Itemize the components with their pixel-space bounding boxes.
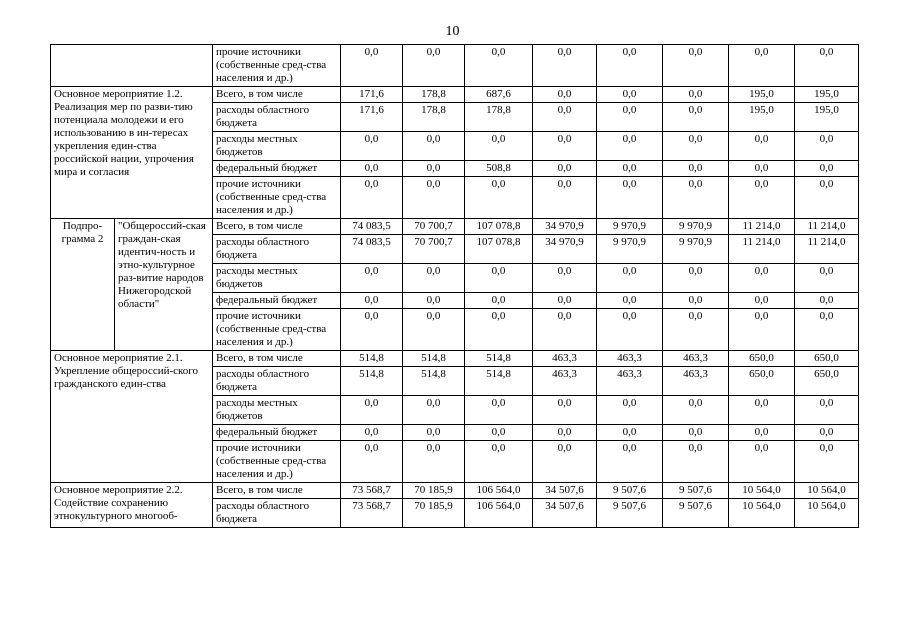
amount-cell: 0,0 — [663, 177, 729, 219]
amount-cell: 9 970,9 — [663, 219, 729, 235]
amount-cell: 463,3 — [533, 367, 597, 396]
amount-cell: 195,0 — [795, 103, 859, 132]
amount-cell: 0,0 — [533, 425, 597, 441]
table-row — [51, 45, 859, 87]
amount-cell: 9 507,6 — [597, 483, 663, 499]
funding-source-cell: расходы местных бюджетов — [213, 132, 341, 161]
amount-cell: 0,0 — [403, 45, 465, 87]
amount-cell: 0,0 — [729, 45, 795, 87]
amount-cell: 0,0 — [403, 441, 465, 483]
amount-cell: 9 970,9 — [663, 235, 729, 264]
amount-cell: 0,0 — [729, 132, 795, 161]
amount-cell: 0,0 — [795, 132, 859, 161]
amount-cell: 0,0 — [597, 264, 663, 293]
amount-cell: 0,0 — [597, 103, 663, 132]
amount-cell: 34 970,9 — [533, 219, 597, 235]
table-row — [51, 87, 859, 103]
funding-source-cell: расходы областного бюджета — [213, 235, 341, 264]
amount-cell: 0,0 — [597, 45, 663, 87]
amount-cell: 514,8 — [341, 367, 403, 396]
amount-cell: 463,3 — [663, 351, 729, 367]
amount-cell: 0,0 — [795, 425, 859, 441]
amount-cell: 0,0 — [729, 293, 795, 309]
amount-cell: 0,0 — [533, 441, 597, 483]
amount-cell: 0,0 — [597, 161, 663, 177]
amount-cell: 0,0 — [533, 45, 597, 87]
measure-name-cell: Основное мероприятие 1.2. Реализация мер по разви-тию потенциала молодежи и его использованию в ин-тересах укрепления един-ства российской нации, упрочения мира и согласия — [51, 87, 213, 219]
amount-cell: 0,0 — [341, 45, 403, 87]
amount-cell: 650,0 — [795, 351, 859, 367]
amount-cell: 0,0 — [663, 87, 729, 103]
amount-cell: 0,0 — [663, 425, 729, 441]
funding-source-cell: федеральный бюджет — [213, 161, 341, 177]
funding-source-cell: расходы местных бюджетов — [213, 264, 341, 293]
amount-cell: 34 507,6 — [533, 483, 597, 499]
amount-cell: 0,0 — [729, 309, 795, 351]
amount-cell: 514,8 — [403, 367, 465, 396]
amount-cell: 463,3 — [663, 367, 729, 396]
budget-table — [50, 44, 859, 528]
amount-cell: 0,0 — [465, 45, 533, 87]
funding-source-cell: расходы областного бюджета — [213, 499, 341, 528]
amount-cell: 73 568,7 — [341, 499, 403, 528]
amount-cell: 0,0 — [403, 293, 465, 309]
amount-cell: 11 214,0 — [795, 219, 859, 235]
amount-cell: 0,0 — [533, 309, 597, 351]
amount-cell: 70 700,7 — [403, 219, 465, 235]
amount-cell: 178,8 — [403, 103, 465, 132]
amount-cell: 9 507,6 — [597, 499, 663, 528]
amount-cell: 34 970,9 — [533, 235, 597, 264]
funding-source-cell: расходы областного бюджета — [213, 367, 341, 396]
amount-cell: 0,0 — [597, 87, 663, 103]
amount-cell: 514,8 — [341, 351, 403, 367]
amount-cell: 106 564,0 — [465, 499, 533, 528]
amount-cell: 514,8 — [465, 367, 533, 396]
amount-cell: 70 185,9 — [403, 483, 465, 499]
amount-cell: 0,0 — [795, 309, 859, 351]
amount-cell: 0,0 — [465, 177, 533, 219]
amount-cell: 0,0 — [341, 132, 403, 161]
amount-cell: 0,0 — [663, 309, 729, 351]
amount-cell: 0,0 — [533, 177, 597, 219]
amount-cell: 0,0 — [403, 309, 465, 351]
amount-cell: 0,0 — [341, 293, 403, 309]
amount-cell: 74 083,5 — [341, 219, 403, 235]
amount-cell: 0,0 — [403, 177, 465, 219]
amount-cell: 0,0 — [663, 293, 729, 309]
amount-cell: 74 083,5 — [341, 235, 403, 264]
amount-cell: 9 507,6 — [663, 499, 729, 528]
amount-cell: 0,0 — [663, 103, 729, 132]
subprogram-title-cell: "Общероссий-ская граждан-ская идентич-ность и этно-культурное раз-витие народов Нижегородской области" — [115, 219, 213, 351]
amount-cell: 0,0 — [403, 425, 465, 441]
amount-cell: 0,0 — [403, 396, 465, 425]
amount-cell: 0,0 — [533, 132, 597, 161]
amount-cell: 0,0 — [663, 161, 729, 177]
amount-cell: 107 078,8 — [465, 235, 533, 264]
amount-cell: 0,0 — [341, 441, 403, 483]
amount-cell: 0,0 — [533, 161, 597, 177]
funding-source-cell: прочие источники (собственные сред-ства населения и др.) — [213, 177, 341, 219]
amount-cell: 0,0 — [729, 264, 795, 293]
amount-cell: 0,0 — [597, 441, 663, 483]
amount-cell: 0,0 — [341, 264, 403, 293]
funding-source-cell: федеральный бюджет — [213, 293, 341, 309]
amount-cell: 0,0 — [663, 132, 729, 161]
amount-cell: 11 214,0 — [729, 235, 795, 264]
amount-cell: 0,0 — [663, 264, 729, 293]
amount-cell: 463,3 — [597, 367, 663, 396]
amount-cell: 178,8 — [465, 103, 533, 132]
measure-name-cell: Основное мероприятие 2.2. Содействие сохранению этнокультурного многооб- — [51, 483, 213, 528]
amount-cell: 0,0 — [795, 441, 859, 483]
table-row — [51, 219, 859, 235]
amount-cell: 0,0 — [795, 161, 859, 177]
amount-cell: 0,0 — [465, 309, 533, 351]
amount-cell: 107 078,8 — [465, 219, 533, 235]
amount-cell: 0,0 — [597, 309, 663, 351]
amount-cell: 171,6 — [341, 87, 403, 103]
amount-cell: 11 214,0 — [795, 235, 859, 264]
amount-cell: 70 185,9 — [403, 499, 465, 528]
amount-cell: 0,0 — [597, 425, 663, 441]
amount-cell: 171,6 — [341, 103, 403, 132]
funding-source-cell: прочие источники (собственные сред-ства населения и др.) — [213, 45, 341, 87]
funding-source-cell: Всего, в том числе — [213, 219, 341, 235]
amount-cell: 0,0 — [533, 87, 597, 103]
amount-cell: 0,0 — [795, 177, 859, 219]
amount-cell: 0,0 — [533, 396, 597, 425]
amount-cell: 514,8 — [403, 351, 465, 367]
amount-cell: 0,0 — [663, 396, 729, 425]
page-number: 10 — [445, 24, 460, 39]
amount-cell: 0,0 — [663, 45, 729, 87]
amount-cell: 0,0 — [533, 264, 597, 293]
amount-cell: 0,0 — [597, 293, 663, 309]
amount-cell: 0,0 — [597, 132, 663, 161]
amount-cell: 0,0 — [465, 264, 533, 293]
subprogram-code-cell: Подпро-грамма 2 — [51, 219, 115, 351]
amount-cell: 687,6 — [465, 87, 533, 103]
amount-cell: 0,0 — [465, 132, 533, 161]
amount-cell: 0,0 — [795, 264, 859, 293]
measure-name-cell: Основное мероприятие 2.1. Укрепление общероссий-ского гражданского един-ства — [51, 351, 213, 483]
amount-cell: 0,0 — [341, 425, 403, 441]
amount-cell: 195,0 — [729, 103, 795, 132]
funding-source-cell: прочие источники (собственные сред-ства населения и др.) — [213, 441, 341, 483]
amount-cell: 650,0 — [729, 367, 795, 396]
amount-cell: 10 564,0 — [729, 499, 795, 528]
amount-cell: 463,3 — [533, 351, 597, 367]
amount-cell: 0,0 — [729, 425, 795, 441]
amount-cell: 0,0 — [403, 132, 465, 161]
amount-cell: 195,0 — [795, 87, 859, 103]
amount-cell: 650,0 — [795, 367, 859, 396]
amount-cell: 650,0 — [729, 351, 795, 367]
amount-cell: 0,0 — [465, 441, 533, 483]
measure-name-cell — [51, 45, 213, 87]
amount-cell: 0,0 — [597, 396, 663, 425]
funding-source-cell: прочие источники (собственные сред-ства населения и др.) — [213, 309, 341, 351]
amount-cell: 0,0 — [729, 396, 795, 425]
amount-cell: 0,0 — [465, 293, 533, 309]
amount-cell: 73 568,7 — [341, 483, 403, 499]
amount-cell: 0,0 — [795, 293, 859, 309]
amount-cell: 0,0 — [403, 264, 465, 293]
amount-cell: 10 564,0 — [795, 499, 859, 528]
amount-cell: 0,0 — [465, 396, 533, 425]
amount-cell: 0,0 — [341, 177, 403, 219]
table-row — [51, 351, 859, 367]
amount-cell: 508,8 — [465, 161, 533, 177]
amount-cell: 10 564,0 — [795, 483, 859, 499]
funding-source-cell: Всего, в том числе — [213, 87, 341, 103]
amount-cell: 514,8 — [465, 351, 533, 367]
amount-cell: 0,0 — [465, 425, 533, 441]
amount-cell: 0,0 — [729, 161, 795, 177]
amount-cell: 0,0 — [341, 309, 403, 351]
amount-cell: 195,0 — [729, 87, 795, 103]
funding-source-cell: федеральный бюджет — [213, 425, 341, 441]
amount-cell: 0,0 — [341, 396, 403, 425]
funding-source-cell: Всего, в том числе — [213, 483, 341, 499]
amount-cell: 0,0 — [533, 103, 597, 132]
amount-cell: 0,0 — [663, 441, 729, 483]
amount-cell: 11 214,0 — [729, 219, 795, 235]
amount-cell: 9 970,9 — [597, 219, 663, 235]
amount-cell: 34 507,6 — [533, 499, 597, 528]
amount-cell: 9 970,9 — [597, 235, 663, 264]
amount-cell: 178,8 — [403, 87, 465, 103]
amount-cell: 0,0 — [597, 177, 663, 219]
amount-cell: 0,0 — [795, 45, 859, 87]
amount-cell: 70 700,7 — [403, 235, 465, 264]
amount-cell: 0,0 — [341, 161, 403, 177]
table-row — [51, 483, 859, 499]
amount-cell: 0,0 — [403, 161, 465, 177]
funding-source-cell: расходы областного бюджета — [213, 103, 341, 132]
funding-source-cell: расходы местных бюджетов — [213, 396, 341, 425]
funding-source-cell: Всего, в том числе — [213, 351, 341, 367]
amount-cell: 463,3 — [597, 351, 663, 367]
amount-cell: 9 507,6 — [663, 483, 729, 499]
amount-cell: 0,0 — [729, 177, 795, 219]
amount-cell: 106 564,0 — [465, 483, 533, 499]
amount-cell: 0,0 — [729, 441, 795, 483]
amount-cell: 0,0 — [533, 293, 597, 309]
amount-cell: 0,0 — [795, 396, 859, 425]
amount-cell: 10 564,0 — [729, 483, 795, 499]
